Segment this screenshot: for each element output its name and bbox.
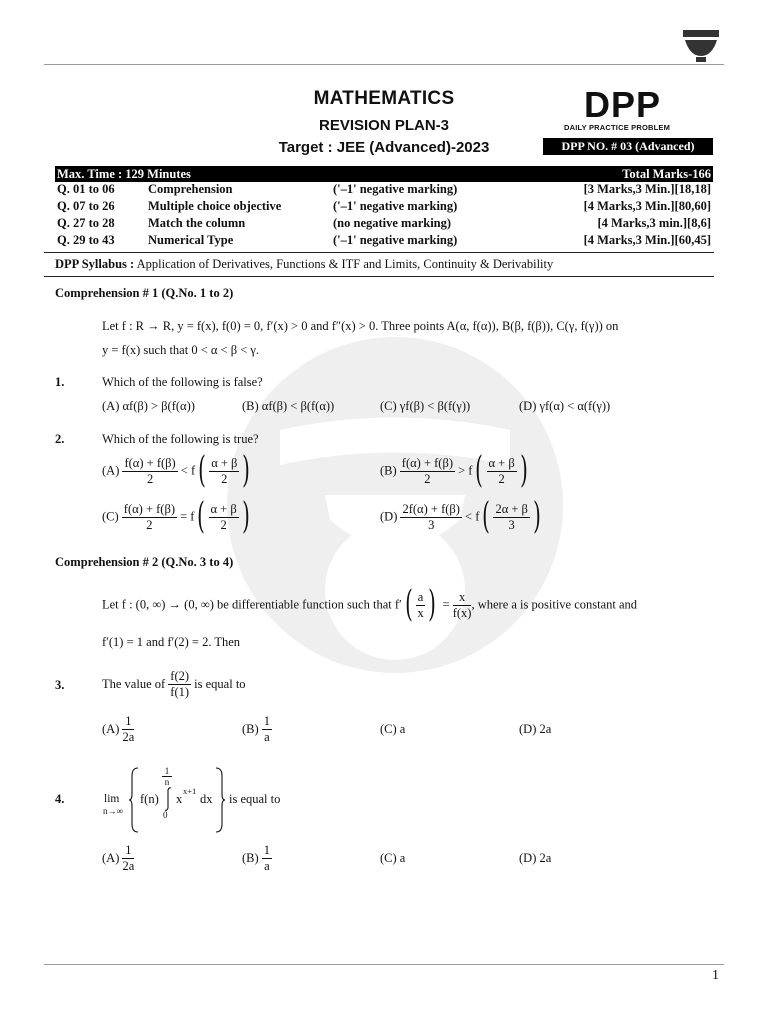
option-a[interactable]: (A) $\frac{1}{2a}$: [102, 714, 135, 744]
syllabus: [55, 257, 553, 272]
question-number: 2.: [55, 432, 65, 446]
integrand: x: [176, 792, 183, 806]
question-text: is equal to: [229, 792, 281, 806]
option-d[interactable]: (D) $\frac{2f(\alpha) + f(\beta)}{3}$ < f( $\frac{2\alpha + \beta}{3}$ ): [380, 496, 541, 537]
option-d[interactable]: (D) 2a: [519, 722, 552, 736]
marks-row: [55, 199, 713, 216]
fraction: $\frac{x}{f(x)}$: [452, 589, 472, 620]
option-label: (B): [380, 463, 397, 478]
limit-subscript: n→∞: [103, 806, 123, 816]
limit-symbol: lim: [104, 793, 120, 805]
marks-info: [4 Marks,3 Min.][60,45]: [583, 233, 711, 247]
option-c[interactable]: (C) $\frac{f(\alpha) + f(\beta)}{2}$ = f( $\frac{\alpha + \beta}{2}$ ): [102, 496, 250, 537]
subject-title: MATHEMATICS: [313, 88, 455, 109]
option-label: (D): [380, 509, 398, 524]
marking-scheme: ('–1' negative marking): [333, 182, 458, 196]
option-c[interactable]: (C) a: [380, 722, 406, 736]
question-number: 4.: [55, 792, 65, 806]
differential: dx: [200, 792, 213, 806]
question-range: Q. 27 to 28: [57, 216, 115, 230]
option-b[interactable]: (B) $\frac{1}{a}$: [242, 714, 271, 744]
relation: < f: [465, 509, 480, 524]
question-text: Which of the following is false?: [102, 375, 263, 389]
footer-rule: [44, 964, 724, 965]
option-b[interactable]: (B) αf(β) < β(f(α)): [242, 399, 335, 413]
option-d[interactable]: (D) γf(α) < α(f(γ)): [519, 399, 611, 413]
option-d[interactable]: (D) 2a: [519, 851, 552, 865]
fraction: $\frac{f(2)}{f(1)}$: [170, 669, 190, 699]
fraction: $\frac{a}{x}$: [417, 589, 424, 620]
syllabus-rule-top: [44, 252, 714, 253]
fraction: $\frac{2f(\alpha) + f(\beta)}{3}$: [402, 501, 460, 532]
question-number: 1.: [55, 375, 65, 389]
marks-header-bar: [55, 166, 713, 182]
dpp-number-badge: DPP NO. # 03 (Advanced): [543, 138, 713, 155]
question-text: The value of $\frac{f(2)}{f(1)}$ is equal to: [102, 669, 246, 699]
option-label: (A): [102, 463, 120, 478]
fraction: $\frac{\alpha + \beta}{2}$: [488, 455, 515, 486]
fraction: $\frac{1}{a}$: [263, 843, 271, 873]
relation: < f: [180, 463, 196, 478]
comprehension-2-text-2: f′(1) = 1 and f′(2) = 2. Then: [102, 635, 241, 649]
fraction: $\frac{f(\alpha) + f(\beta)}{2}$: [124, 455, 176, 486]
question-range: Q. 01 to 06: [57, 182, 115, 196]
exponent: x+1: [183, 786, 197, 796]
comprehension-1-heading: Comprehension # 1 (Q.No. 1 to 2): [55, 286, 234, 300]
option-b[interactable]: (B) $\frac{1}{a}$: [242, 843, 271, 873]
total-marks: Total Marks-166: [622, 167, 711, 181]
option-c[interactable]: (C) γf(β) < β(f(γ)): [380, 399, 471, 413]
syllabus-rule-bottom: [44, 276, 714, 277]
comprehension-2-text: Let f : (0, ∞) → (0, ∞) be differentiable function such that f′( $\frac{a}{x}$ ) = $\frac{x}{f(x)}$ , where a is positive constant and: [102, 584, 638, 625]
plan-title: REVISION PLAN-3: [318, 117, 450, 134]
integral-icon: [162, 786, 174, 812]
option-b[interactable]: (B) $\frac{f(\alpha) + f(\beta)}{2}$ > f( $\frac{\alpha + \beta}{2}$ ): [380, 450, 528, 491]
question-range: Q. 07 to 26: [57, 199, 115, 213]
syllabus-text: Application of Derivatives, Functions & ITF and Limits, Continuity & Derivability: [136, 257, 554, 271]
marking-scheme: ('–1' negative marking): [333, 199, 458, 213]
question-type: Match the column: [148, 216, 246, 230]
comprehension-1-text: Let f : R → R, y = f(x), f(0) = 0, f′(x) > 0 and f″(x) > 0. Three points A(α, f(α)), B(β, f(β)), C(γ, f(γ)) on: [102, 319, 619, 333]
option-a[interactable]: (A) $\frac{f(\alpha) + f(\beta)}{2}$ < f( $\frac{\alpha + \beta}{2}$ ): [102, 450, 251, 491]
question-range: Q. 29 to 43: [57, 233, 115, 247]
option-a[interactable]: (A) αf(β) > β(f(α)): [102, 399, 195, 413]
page-number: 1: [712, 968, 719, 983]
marks-row: [55, 182, 713, 199]
function-fn: f(n): [140, 792, 159, 806]
question-type: Comprehension: [148, 182, 233, 196]
fraction: $\frac{\alpha + \beta}{2}$: [211, 455, 238, 486]
syllabus-label: DPP Syllabus :: [55, 257, 135, 271]
fraction: $\frac{1}{a}$: [263, 714, 271, 744]
fraction: $\frac{f(\alpha) + f(\beta)}{2}$: [123, 501, 175, 532]
max-time: Max. Time : 129 Minutes: [57, 167, 191, 181]
left-brace-icon: [128, 766, 140, 834]
question-number: 3.: [55, 678, 65, 692]
question-text: Which of the following is true?: [102, 432, 259, 446]
fraction: $\frac{\alpha + \beta}{2}$: [210, 501, 237, 532]
brand-logo-icon: [682, 28, 720, 64]
option-label: (C): [102, 509, 119, 524]
fraction: $\frac{2\alpha + \beta}{3}$: [495, 501, 528, 532]
option-a[interactable]: (A) $\frac{1}{2a}$: [102, 843, 135, 873]
fraction: $\frac{f(\alpha) + f(\beta)}{2}$: [401, 455, 453, 486]
question-type: Multiple choice objective: [148, 199, 282, 213]
lower-limit: 0: [163, 810, 168, 820]
question-type: Numerical Type: [148, 233, 234, 247]
marks-row: [55, 233, 713, 250]
option-c[interactable]: (C) a: [380, 851, 406, 865]
marks-info: [4 Marks,3 min.][8,6]: [597, 216, 711, 230]
relation: > f: [458, 463, 473, 478]
fraction: $\frac{1}{2a}$: [122, 714, 135, 744]
comprehension-1-text-2: y = f(x) such that 0 < α < β < γ.: [102, 343, 260, 357]
fraction: $\frac{1}{2a}$: [122, 843, 135, 873]
top-rule: [44, 64, 724, 65]
target-title: Target : JEE (Advanced)-2023: [278, 139, 490, 156]
relation: = f: [180, 509, 195, 524]
right-brace-icon: [214, 766, 226, 834]
comprehension-2-heading: Comprehension # 2 (Q.No. 3 to 4): [55, 555, 234, 569]
marks-info: [3 Marks,3 Min.][18,18]: [583, 182, 711, 196]
upper-limit: 1 n: [162, 766, 172, 787]
marking-scheme: (no negative marking): [333, 216, 452, 230]
dpp-subtitle: DAILY PRACTICE PROBLEM: [564, 123, 671, 132]
dpp-logo-text: DPP: [584, 84, 662, 125]
marks-info: [4 Marks,3 Min.][80,60]: [583, 199, 711, 213]
marks-row: [55, 216, 713, 233]
marking-scheme: ('–1' negative marking): [333, 233, 458, 247]
